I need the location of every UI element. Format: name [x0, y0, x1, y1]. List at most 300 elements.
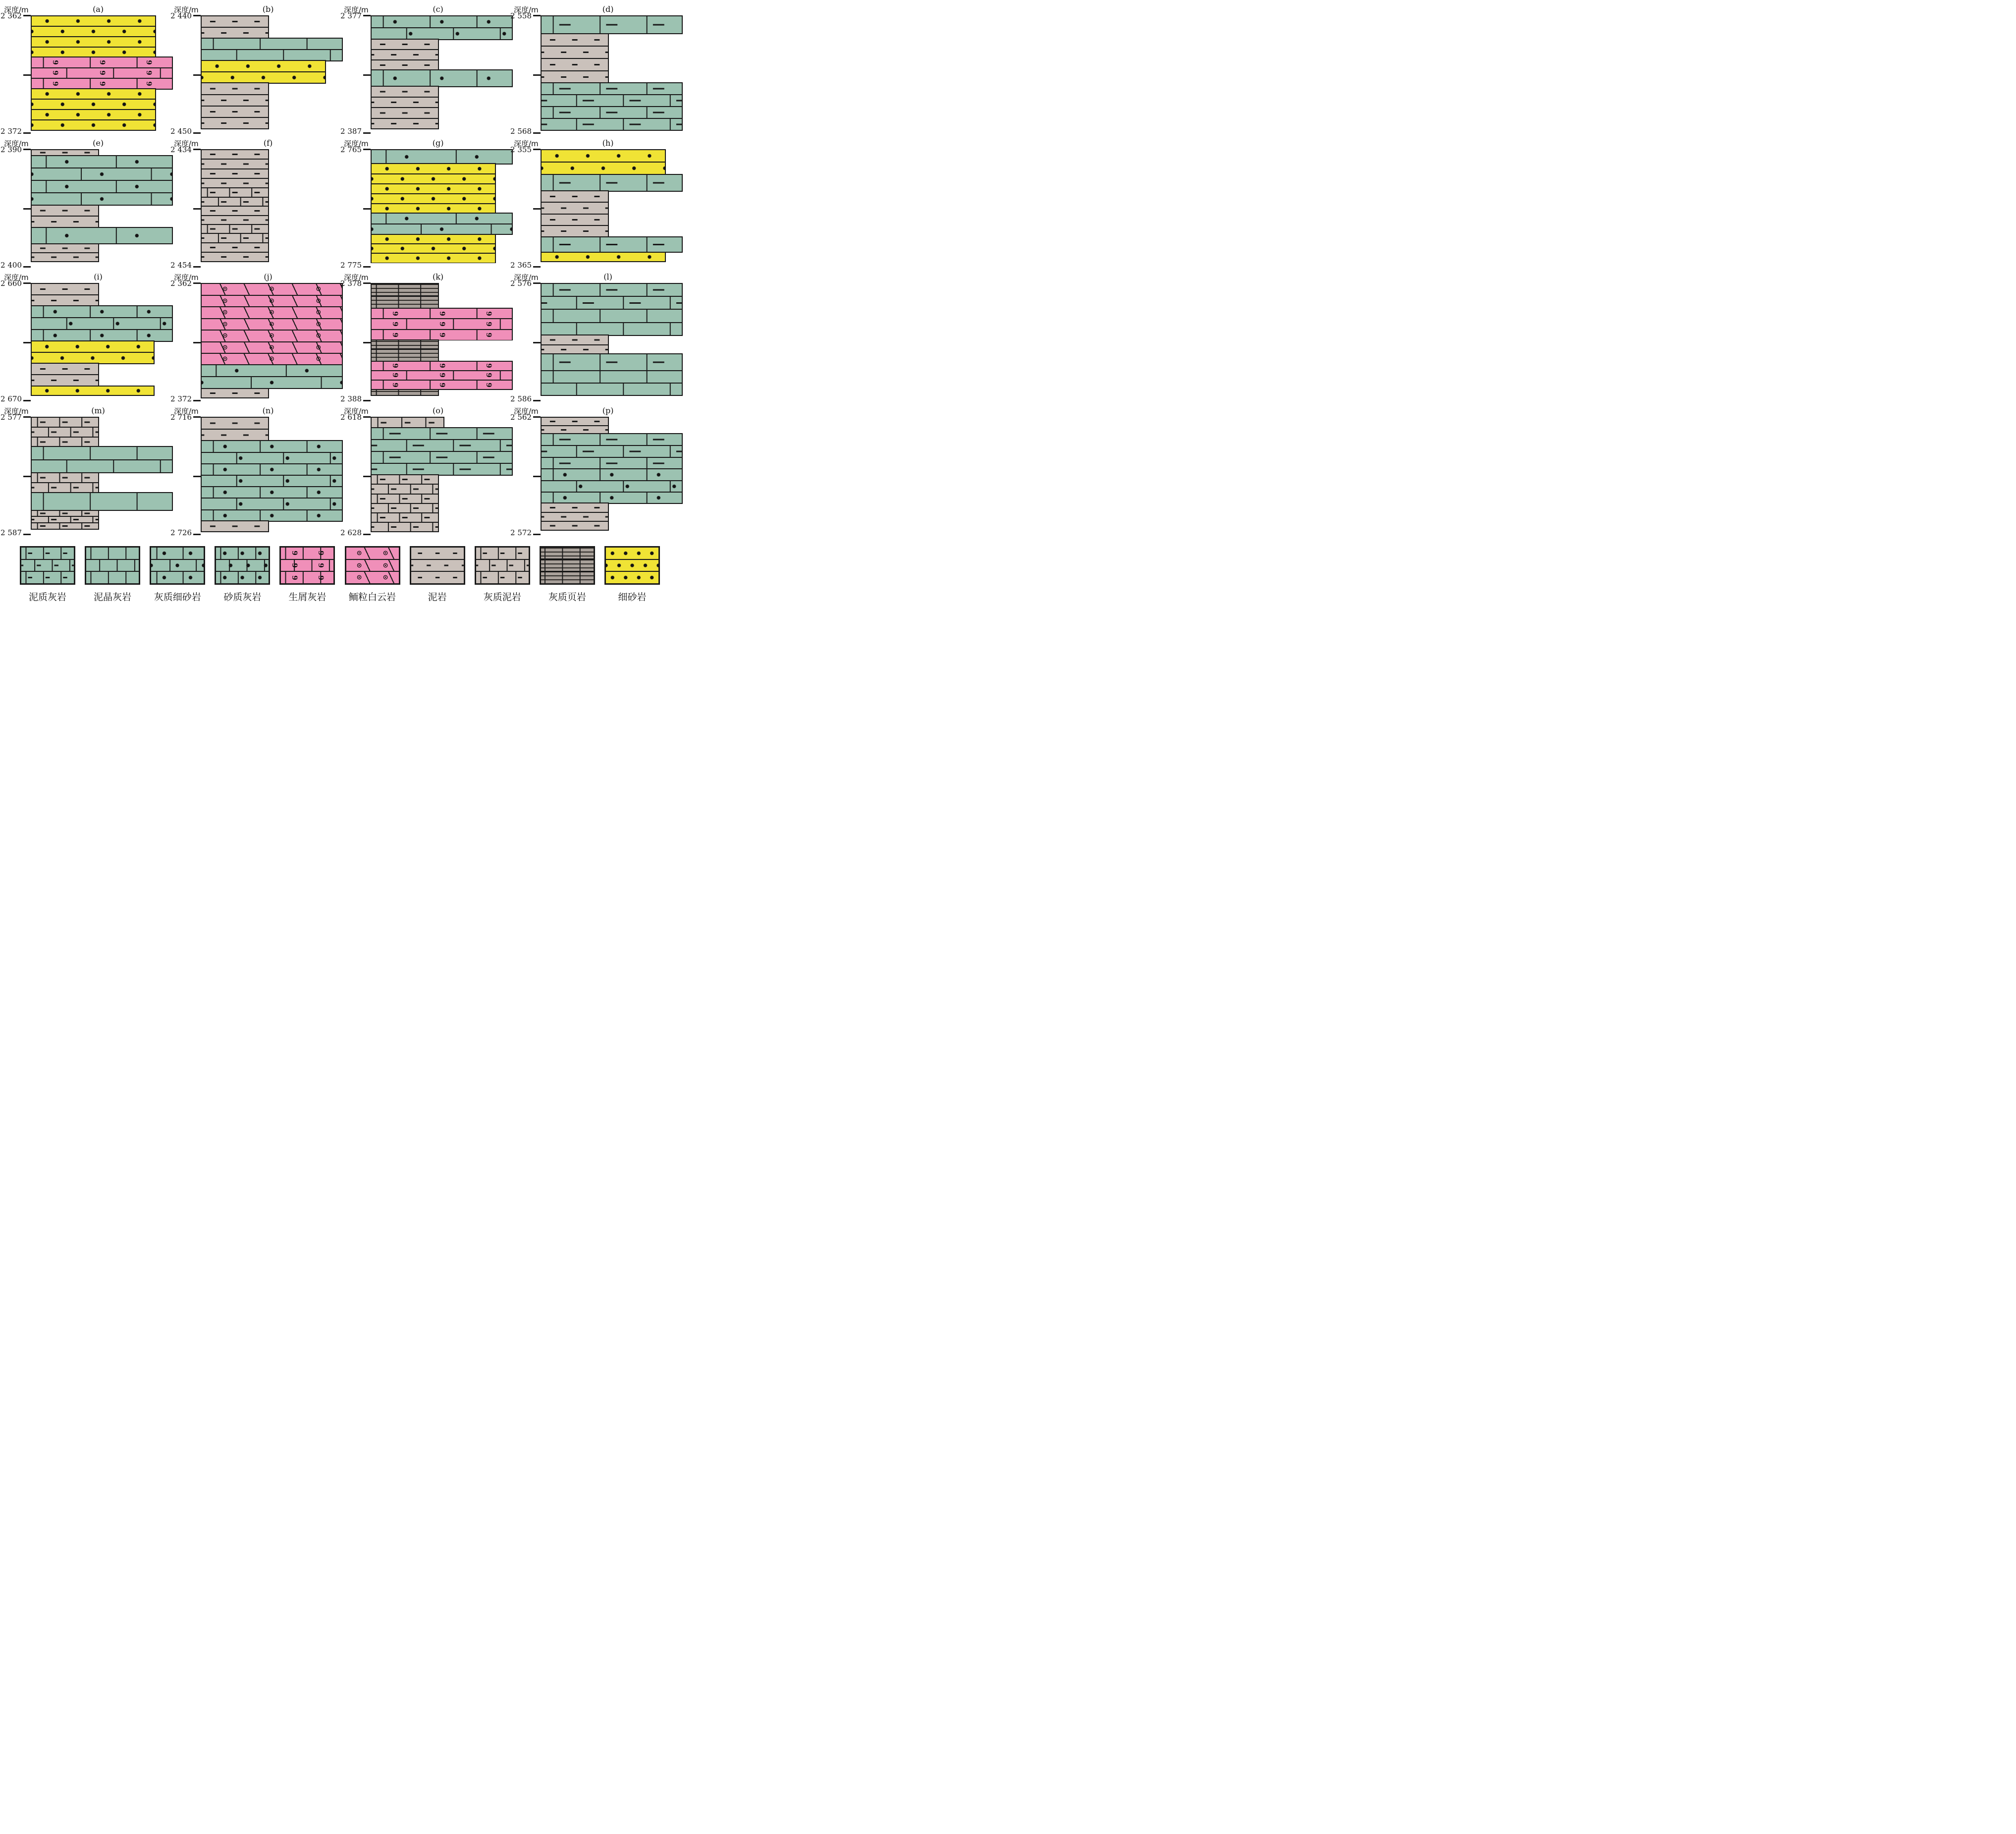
calcareous-fine-sandstone-course — [32, 156, 172, 167]
lithology-column-panel-g — [340, 137, 513, 271]
depth-axis — [510, 413, 541, 537]
mudstone-course — [542, 503, 608, 511]
calcareous-mudstone-course — [32, 427, 98, 437]
layer-calcareous-fine-sandstone — [371, 149, 513, 165]
bioclastic-limestone-course — [372, 380, 512, 389]
lithology-column-panel-n — [170, 404, 343, 538]
layer-bioclastic-limestone — [371, 361, 513, 390]
axis-tick-top — [533, 416, 541, 418]
fine-sandstone-course — [542, 253, 665, 261]
panel-header — [3, 3, 173, 15]
layer-mudstone — [541, 334, 609, 354]
oolitic-dolomite-symbol: ⊙ — [356, 561, 362, 569]
layer-sandy-limestone — [216, 548, 269, 583]
panel-body — [170, 413, 343, 537]
axis-tick-bottom — [363, 266, 371, 268]
bioclastic-limestone-symbol: 9 — [484, 382, 492, 388]
mudstone-course — [542, 335, 608, 344]
column-zone — [31, 283, 173, 401]
mudstone-course — [202, 27, 268, 38]
legend-label: 生屑灰岩 — [288, 592, 327, 603]
mudstone-course — [202, 429, 268, 441]
panel-body — [510, 145, 683, 270]
calcareous-fine-sandstone-course — [372, 214, 512, 223]
panel-label: (n) — [262, 406, 274, 415]
layer-fine-sandstone — [31, 15, 156, 58]
mudstone-course — [372, 97, 438, 108]
layer-micritic-limestone — [86, 548, 139, 583]
axis-tick-top — [193, 282, 201, 284]
axis-tick-top — [533, 149, 541, 150]
depth-axis — [170, 413, 201, 537]
oolitic-dolomite-symbol: ⊙ — [316, 309, 322, 317]
micritic-limestone-course — [542, 371, 682, 383]
oolitic-dolomite-course — [202, 284, 342, 295]
layer-calcareous-mudstone — [31, 472, 99, 494]
legend-swatch-bioclastic-limestone — [279, 546, 335, 585]
mudstone-course — [542, 34, 608, 46]
micritic-limestone-course — [32, 493, 172, 510]
legend-item-fine-sandstone — [600, 546, 664, 603]
bioclastic-limestone-symbol: 9 — [51, 81, 59, 86]
axis-tick-top — [363, 149, 371, 150]
depth-axis — [170, 145, 201, 270]
bioclastic-limestone-symbol: 9 — [484, 373, 492, 378]
axis-tick-middle — [193, 208, 201, 210]
calcareous-mudstone-course — [476, 559, 529, 571]
argillaceous-limestone-course — [542, 434, 682, 445]
bioclastic-limestone-symbol: 9 — [144, 70, 153, 76]
mudstone-course — [542, 521, 608, 530]
layer-micritic-limestone — [31, 492, 173, 511]
bioclastic-limestone-symbol: 9 — [391, 332, 399, 337]
calcareous-fine-sandstone-course — [151, 548, 204, 559]
micritic-limestone-course — [32, 447, 172, 459]
depth-label-top: 2 618 — [340, 413, 362, 422]
bioclastic-limestone-symbol: 9 — [391, 363, 399, 369]
legend-item-calcareous-mudstone — [471, 546, 534, 603]
layer-calcareous-fine-sandstone — [151, 548, 204, 583]
depth-axis-label: 深度/m — [344, 273, 369, 282]
panel-label: (d) — [602, 4, 614, 14]
calcareous-fine-sandstone-course — [151, 571, 204, 583]
panel-label: (l) — [603, 272, 612, 281]
fine-sandstone-course — [32, 89, 155, 99]
fine-sandstone-course — [606, 548, 658, 559]
mudstone-course — [542, 70, 608, 83]
legend-swatch-calcareous-fine-sandstone — [150, 546, 205, 585]
layer-calcareous-mudstone — [201, 224, 269, 243]
bioclastic-limestone-course — [281, 571, 333, 583]
micritic-limestone-course — [542, 310, 682, 322]
panel-header — [173, 271, 343, 283]
layer-stack — [371, 15, 513, 133]
layer-stack — [371, 417, 513, 535]
micritic-limestone-course — [202, 49, 342, 60]
mudstone-course — [542, 58, 608, 70]
mudstone-course — [202, 159, 268, 168]
calcareous-mudstone-course — [32, 437, 98, 446]
depth-label-top: 2 576 — [510, 279, 532, 288]
argillaceous-limestone-course — [372, 428, 512, 439]
layer-fine-sandstone — [371, 163, 496, 214]
column-zone — [541, 149, 683, 267]
depth-axis-label: 深度/m — [344, 5, 369, 14]
calcareous-fine-sandstone-course — [151, 559, 204, 571]
depth-label-bottom: 2 450 — [170, 127, 192, 136]
calcareous-fine-sandstone-course — [32, 228, 172, 244]
panel-body — [0, 279, 173, 403]
fine-sandstone-course — [372, 243, 495, 253]
column-zone — [31, 417, 173, 535]
panel-body — [170, 11, 343, 136]
argillaceous-limestone-course — [372, 463, 512, 475]
fine-sandstone-course — [372, 235, 495, 243]
panel-body — [340, 11, 513, 136]
bioclastic-limestone-symbol: 9 — [51, 60, 59, 65]
depth-axis-label: 深度/m — [514, 139, 539, 148]
axis-tick-top — [533, 282, 541, 284]
panel-header — [343, 137, 513, 149]
axis-tick-bottom — [193, 534, 201, 535]
layer-mudstone — [31, 363, 99, 387]
sandy-limestone-course — [202, 475, 342, 486]
axis-tick-top — [363, 282, 371, 284]
layer-argillaceous-limestone — [541, 174, 683, 192]
calcareous-mudstone-course — [372, 522, 438, 531]
lithology-column-panel-k — [340, 271, 513, 404]
argillaceous-limestone-course — [542, 445, 682, 457]
layer-argillaceous-limestone — [21, 548, 74, 583]
depth-label-bottom: 2 365 — [510, 261, 532, 270]
mudstone-course — [202, 389, 268, 397]
lithology-column-panel-p — [510, 404, 683, 538]
layer-mudstone — [541, 502, 609, 531]
legend-item-oolitic-dolomite — [341, 546, 404, 603]
depth-label-top: 2 562 — [510, 413, 532, 422]
bioclastic-limestone-course — [32, 78, 172, 89]
panel-label: (m) — [91, 406, 105, 415]
layer-calcareous-shale — [371, 339, 439, 362]
axis-tick-middle — [23, 342, 31, 343]
panel-body — [0, 413, 173, 537]
depth-axis — [340, 145, 371, 270]
legend-swatch-sandy-limestone — [215, 546, 270, 585]
oolitic-dolomite-symbol: ⊙ — [316, 285, 322, 293]
layer-calcareous-mudstone — [371, 417, 444, 429]
mudstone-course — [32, 284, 98, 294]
depth-axis — [0, 279, 31, 403]
fine-sandstone-course — [606, 559, 658, 571]
bioclastic-limestone-symbol: 9 — [316, 575, 325, 580]
argillaceous-limestone-course — [542, 94, 682, 106]
fine-sandstone-course — [372, 193, 495, 203]
panel-header — [3, 137, 173, 149]
fine-sandstone-course — [372, 164, 495, 173]
layer-mudstone — [201, 149, 269, 189]
layer-calcareous-shale — [371, 389, 439, 396]
legend-item-micritic-limestone — [81, 546, 144, 603]
bioclastic-limestone-symbol: 9 — [98, 60, 106, 65]
legend-label: 灰质细砂岩 — [154, 592, 201, 603]
layer-calcareous-mudstone — [476, 548, 529, 583]
panel-body — [510, 11, 683, 136]
bioclastic-limestone-symbol: 9 — [437, 332, 446, 337]
axis-tick-middle — [533, 476, 541, 477]
panel-body — [340, 279, 513, 403]
fine-sandstone-course — [32, 36, 155, 47]
axis-tick-middle — [23, 208, 31, 210]
axis-tick-top — [23, 282, 31, 284]
layer-calcareous-mudstone — [201, 187, 269, 207]
layer-bioclastic-limestone — [281, 548, 333, 583]
axis-tick-middle — [193, 342, 201, 343]
axis-tick-bottom — [533, 266, 541, 268]
depth-axis-label: 深度/m — [514, 5, 539, 14]
mudstone-course — [202, 94, 268, 106]
depth-axis-label: 深度/m — [174, 407, 199, 416]
depth-label-bottom: 2 372 — [0, 127, 22, 136]
bioclastic-limestone-symbol: 9 — [484, 363, 492, 369]
bioclastic-limestone-course — [281, 548, 333, 559]
bioclastic-limestone-symbol: 9 — [437, 322, 446, 327]
sandy-limestone-course — [202, 463, 342, 475]
bioclastic-limestone-symbol: 9 — [290, 563, 298, 568]
oolitic-dolomite-symbol: ⊙ — [382, 561, 388, 569]
axis-tick-bottom — [23, 266, 31, 268]
column-zone — [541, 15, 683, 133]
lithology-column-panel-h — [510, 137, 683, 271]
mudstone-course — [202, 150, 268, 159]
mudstone-course — [202, 243, 268, 252]
mudstone-course — [542, 214, 608, 225]
layer-mudstone — [201, 520, 269, 532]
depth-label-top: 2 355 — [510, 145, 532, 154]
fine-sandstone-course — [32, 352, 154, 363]
micritic-limestone-course — [86, 548, 139, 559]
layer-micritic-limestone — [541, 309, 683, 336]
mudstone-course — [542, 46, 608, 58]
oolitic-dolomite-course — [346, 548, 399, 559]
micritic-limestone-course — [86, 559, 139, 571]
column-zone — [541, 417, 683, 535]
axis-tick-bottom — [23, 132, 31, 134]
panel-label: (j) — [264, 272, 272, 281]
layer-stack — [31, 15, 173, 133]
legend-item-argillaceous-limestone — [16, 546, 79, 603]
axis-tick-middle — [193, 74, 201, 76]
depth-label-top: 2 434 — [170, 145, 192, 154]
legend-swatch-argillaceous-limestone — [20, 546, 75, 585]
mudstone-course — [411, 571, 464, 583]
oolitic-dolomite-course — [202, 306, 342, 318]
oolitic-dolomite-symbol: ⊙ — [316, 320, 322, 328]
mudstone-course — [202, 106, 268, 117]
mudstone-course — [202, 83, 268, 94]
sandy-limestone-course — [202, 509, 342, 521]
legend-label: 泥岩 — [428, 592, 447, 603]
calcareous-fine-sandstone-course — [372, 150, 512, 164]
panel-body — [340, 145, 513, 270]
axis-tick-middle — [363, 342, 371, 343]
calcareous-mudstone-course — [202, 197, 268, 206]
stratigraphic-columns-figure — [0, 0, 680, 608]
depth-axis — [340, 413, 371, 537]
layer-stack — [541, 149, 683, 267]
mudstone-course — [372, 40, 438, 49]
calcareous-mudstone-course — [372, 475, 438, 484]
argillaceous-limestone-course — [542, 284, 682, 296]
column-zone — [201, 149, 343, 267]
fine-sandstone-course — [372, 253, 495, 262]
layer-stack — [371, 283, 513, 401]
oolitic-dolomite-symbol: ⊙ — [269, 332, 274, 340]
depth-label-bottom: 2 454 — [170, 261, 192, 270]
panel-header — [3, 271, 173, 283]
lithology-column-panel-l — [510, 271, 683, 404]
layer-stack — [541, 417, 683, 535]
bioclastic-limestone-symbol: 9 — [391, 311, 399, 316]
oolitic-dolomite-course — [346, 571, 399, 583]
depth-label-bottom: 2 586 — [510, 394, 532, 403]
layer-stack — [201, 417, 343, 535]
depth-label-bottom: 2 372 — [170, 394, 192, 403]
bioclastic-limestone-course — [32, 57, 172, 67]
mudstone-course — [202, 252, 268, 261]
axis-tick-bottom — [363, 534, 371, 535]
column-zone — [371, 417, 513, 535]
micritic-limestone-course — [202, 39, 342, 49]
depth-label-top: 2 362 — [170, 279, 192, 288]
mudstone-course — [411, 559, 464, 571]
mudstone-course — [372, 49, 438, 59]
panel-body — [170, 279, 343, 403]
calcareous-mudstone-course — [32, 522, 98, 529]
oolitic-dolomite-course — [202, 341, 342, 353]
oolitic-dolomite-symbol: ⊙ — [356, 549, 362, 557]
layer-fine-sandstone — [606, 548, 658, 583]
axis-tick-top — [363, 15, 371, 16]
axis-tick-middle — [23, 476, 31, 477]
depth-label-bottom: 2 587 — [0, 528, 22, 537]
oolitic-dolomite-symbol: ⊙ — [222, 285, 228, 293]
layer-sandy-limestone — [371, 69, 513, 87]
oolitic-dolomite-symbol: ⊙ — [356, 574, 362, 582]
mudstone-course — [542, 418, 608, 425]
fine-sandstone-course — [372, 183, 495, 193]
axis-tick-middle — [363, 208, 371, 210]
panel-body — [510, 279, 683, 403]
bioclastic-limestone-course — [32, 67, 172, 78]
legend-item-calcareous-shale — [536, 546, 599, 603]
argillaceous-limestone-course — [21, 559, 74, 571]
panel-grid — [0, 3, 677, 538]
depth-label-bottom: 2 568 — [510, 127, 532, 136]
lithology-column-panel-d — [510, 3, 683, 137]
bioclastic-limestone-symbol: 9 — [98, 70, 106, 76]
layer-stack — [371, 149, 513, 267]
layer-argillaceous-limestone — [541, 433, 683, 470]
calcareous-mudstone-course — [372, 503, 438, 512]
panel-label: (b) — [262, 4, 274, 14]
layer-mudstone — [201, 417, 269, 442]
column-zone — [201, 417, 343, 535]
legend-label: 泥质灰岩 — [28, 592, 66, 603]
oolitic-dolomite-symbol: ⊙ — [269, 285, 274, 293]
sandy-limestone-course — [216, 548, 269, 559]
calcareous-mudstone-course — [476, 548, 529, 559]
argillaceous-limestone-course — [542, 16, 682, 33]
layer-stack — [201, 283, 343, 401]
legend-label: 灰质页岩 — [548, 592, 586, 603]
sandy-limestone-course — [542, 492, 682, 503]
layer-mudstone — [31, 205, 99, 228]
axis-tick-bottom — [533, 534, 541, 535]
mudstone-course — [202, 215, 268, 224]
calcareous-mudstone-course — [372, 494, 438, 503]
layer-mudstone — [201, 15, 269, 39]
layer-stack — [541, 283, 683, 401]
mudstone-course — [32, 364, 98, 374]
bioclastic-limestone-symbol: 9 — [484, 311, 492, 316]
legend-swatch-calcareous-shale — [540, 546, 595, 585]
lithology-column-panel-f — [170, 137, 343, 271]
layer-stack — [541, 15, 683, 133]
bioclastic-limestone-symbol: 9 — [316, 563, 325, 568]
mudstone-course — [542, 425, 608, 434]
panel-body — [510, 413, 683, 537]
panel-body — [170, 145, 343, 270]
fine-sandstone-course — [32, 99, 155, 109]
sandy-limestone-course — [202, 441, 342, 451]
layer-bioclastic-limestone — [371, 308, 513, 341]
axis-tick-bottom — [193, 132, 201, 134]
oolitic-dolomite-symbol: ⊙ — [269, 355, 274, 363]
layer-stack — [31, 417, 173, 535]
panel-header — [343, 271, 513, 283]
bioclastic-limestone-symbol: 9 — [437, 311, 446, 316]
bioclastic-limestone-symbol: 9 — [290, 575, 298, 580]
argillaceous-limestone-course — [542, 457, 682, 469]
mudstone-course — [542, 344, 608, 354]
mudstone-course — [202, 418, 268, 429]
calcareous-mudstone-course — [202, 225, 268, 233]
mudstone-course — [411, 548, 464, 559]
depth-label-top: 2 716 — [170, 413, 192, 422]
fine-sandstone-course — [202, 71, 325, 83]
depth-axis-label: 深度/m — [344, 139, 369, 148]
column-zone — [371, 15, 513, 133]
mudstone-course — [542, 202, 608, 213]
fine-sandstone-course — [372, 203, 495, 213]
bioclastic-limestone-course — [372, 318, 512, 329]
oolitic-dolomite-symbol: ⊙ — [382, 549, 388, 557]
axis-tick-bottom — [533, 132, 541, 134]
calcareous-mudstone-course — [32, 473, 98, 482]
sandy-limestone-course — [202, 486, 342, 498]
axis-tick-top — [193, 15, 201, 16]
lithology-column-panel-c — [340, 3, 513, 137]
oolitic-dolomite-symbol: ⊙ — [382, 574, 388, 582]
fine-sandstone-course — [32, 387, 154, 395]
layer-fine-sandstone — [201, 60, 326, 84]
calcareous-mudstone-course — [32, 511, 98, 516]
legend-swatch-calcareous-mudstone — [475, 546, 530, 585]
oolitic-dolomite-symbol: ⊙ — [316, 355, 322, 363]
lithology-column-panel-a — [0, 3, 173, 137]
legend-label: 泥晶灰岩 — [94, 592, 132, 603]
calcareous-fine-sandstone-course — [32, 180, 172, 192]
